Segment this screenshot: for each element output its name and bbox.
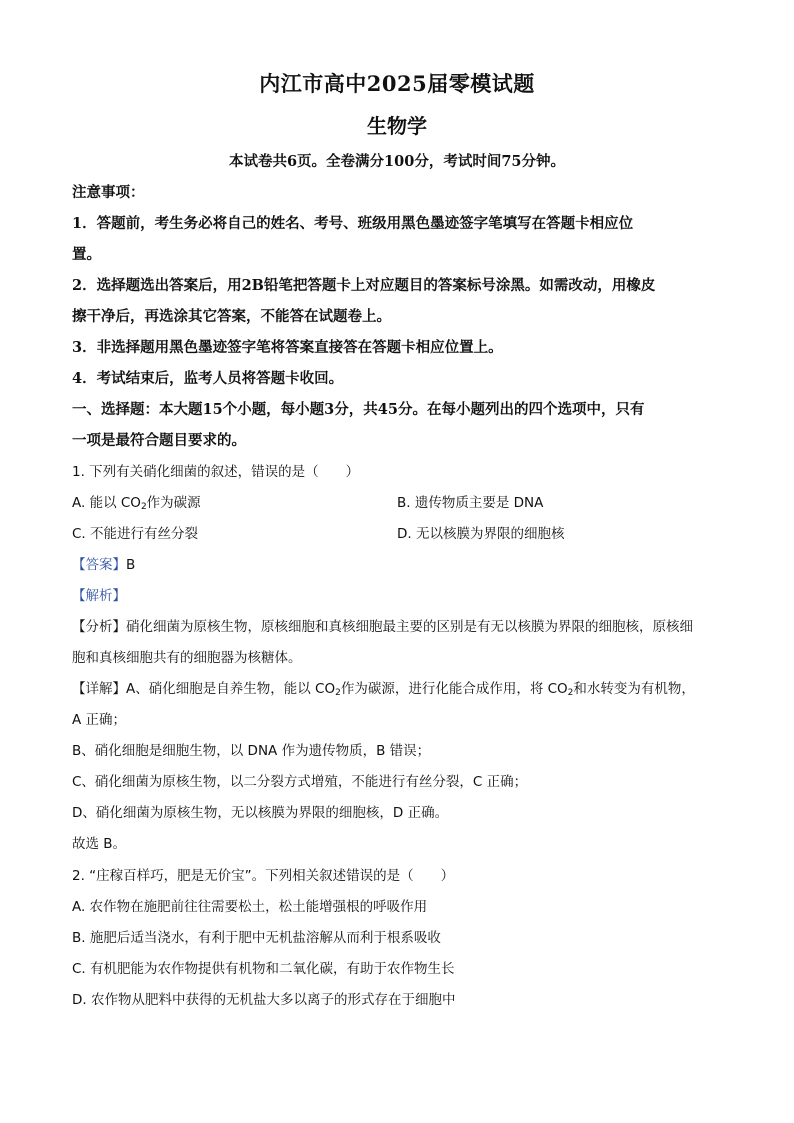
detail-line: B、硝化细胞是细胞生物，以 DNA 作为遗传物质，B 错误； xyxy=(72,743,431,759)
option-b: B. 施肥后适当浇水，有利于肥中无机盐溶解从而利于根系吸收 xyxy=(72,930,441,946)
notice-item: 1．答题前，考生务必将自己的姓名、考号、班级用黑色墨迹签字笔填写在答题卡相应位 xyxy=(72,215,634,232)
question-2 xyxy=(72,861,722,1016)
analysis-paragraph: 【分析】硝化细菌为原核生物，原核细胞和真核细胞最主要的区别是有无以核膜为界限的细胞核，原核细 xyxy=(72,619,693,635)
detail-line: A 正确； xyxy=(72,712,127,728)
option-c: C. 有机肥能为农作物提供有机物和二氧化碳，有助于农作物生长 xyxy=(72,961,455,977)
subject-title: 生物学 xyxy=(367,114,427,138)
answer-line xyxy=(72,550,722,581)
notice-item: 置。 xyxy=(72,246,101,263)
notice-heading: 注意事项： xyxy=(72,184,145,201)
conclusion-line: 故选 B。 xyxy=(72,836,127,852)
fenxi-tag: 【分析】 xyxy=(72,619,126,635)
exam-meta: 本试卷共6页。全卷满分100分，考试时间75分钟。 xyxy=(228,153,566,170)
answer-value: B xyxy=(126,557,136,573)
detail-tag: 【详解】 xyxy=(72,681,126,697)
notice-item: 4．考试结束后，监考人员将答题卡收回。 xyxy=(72,370,344,387)
detail-line: D、硝化细菌为原核生物，无以核膜为界限的细胞核，D 正确。 xyxy=(72,805,449,821)
question-1 xyxy=(72,457,722,860)
question-stem: 2. “庄稼百样巧，肥是无价宝”。下列相关叙述错误的是（ ） xyxy=(72,868,455,884)
detail-paragraph: 【详解】A、硝化细胞是自养生物，能以 $CO_2$作为碳源，进行化能合成作用，将 $CO_2$和水转变为有机物， xyxy=(72,681,695,698)
page-title: 内江市高中2025届零模试题 xyxy=(259,71,535,96)
notice-item: 2．选择题选出答案后，用2B铅笔把答题卡上对应题目的答案标号涂黑。如需改动，用橡皮 xyxy=(72,277,656,294)
question-stem: 1. 下列有关硝化细菌的叙述，错误的是（ ） xyxy=(72,464,360,480)
option-a: A. 农作物在施肥前往往需要松土，松土能增强根的呼吸作用 xyxy=(72,899,428,915)
notice-section xyxy=(72,177,722,456)
analysis-paragraph-cont: 胞和真核细胞共有的细胞器为核糖体。 xyxy=(72,650,302,666)
notice-item: 擦干净后，再选涂其它答案，不能答在试题卷上。 xyxy=(72,308,391,325)
detail-line: C、硝化细菌为原核生物，以二分裂方式增殖，不能进行有丝分裂，C 正确； xyxy=(72,774,528,790)
notice-item: 3．非选择题用黑色墨迹签字笔将答案直接答在答题卡相应位置上。 xyxy=(72,339,503,356)
options-row xyxy=(72,519,722,550)
option-b: B. 遗传物质主要是 DNA xyxy=(397,495,544,511)
section-heading-cont: 一项是最符合题目要求的。 xyxy=(72,432,246,449)
option-d: D. 农作物从肥料中获得的无机盐大多以离子的形式存在于细胞中 xyxy=(72,992,456,1008)
analysis-tag: 【解析】 xyxy=(72,588,126,604)
section-heading: 一、选择题：本大题15个小题，每小题3分，共45分。在每小题列出的四个选项中，只有 xyxy=(72,401,645,418)
option-d: D. 无以核膜为界限的细胞核 xyxy=(397,526,565,542)
option-c: C. 不能进行有丝分裂 xyxy=(72,526,199,542)
answer-tag: 【答案】 xyxy=(72,557,126,573)
options-row xyxy=(72,488,722,519)
option-a: A. 能以 $CO_2$作为碳源 xyxy=(72,495,201,512)
